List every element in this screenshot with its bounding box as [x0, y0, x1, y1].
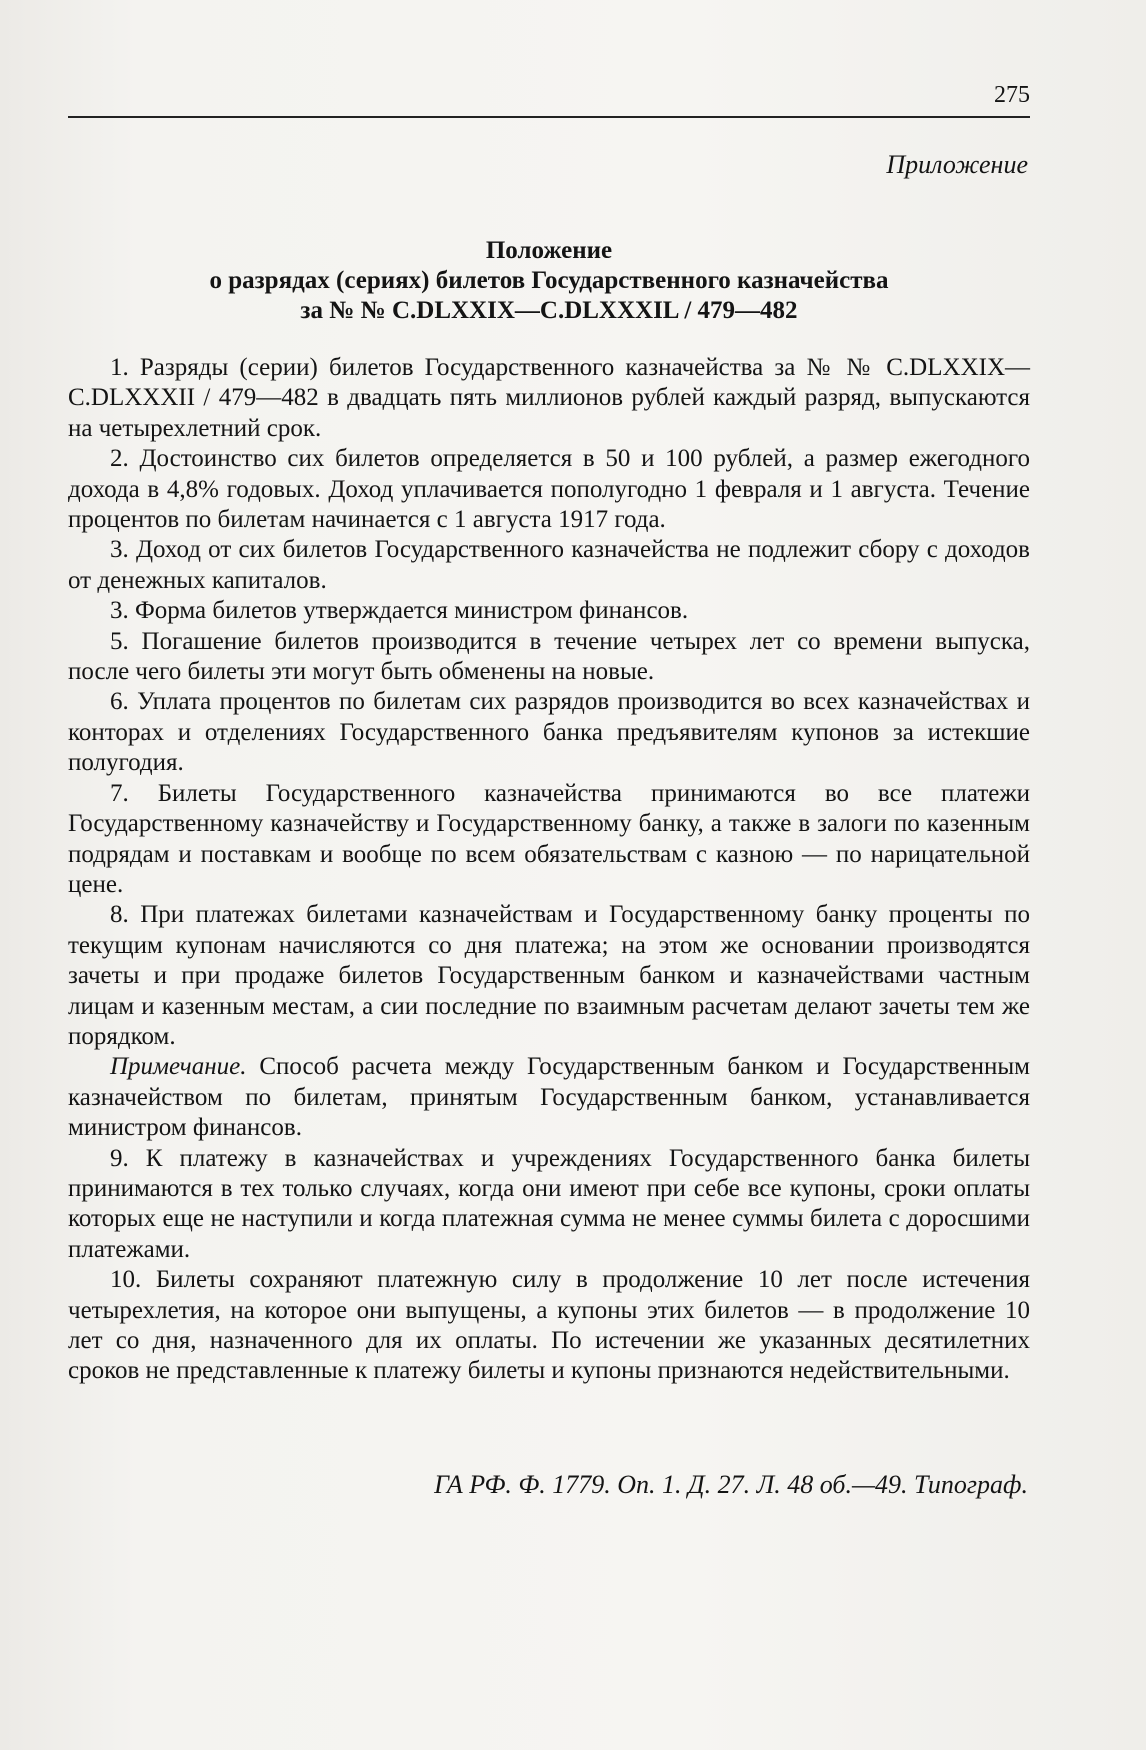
- title-line-3: за № № C.DLXXIX—C.DLXXXIL / 479—482: [300, 297, 798, 324]
- note-label: Примечание.: [110, 1053, 247, 1081]
- paragraph-6: 6. Уплата процентов по билетам сих разрядов производится во всех казначействах и конторах и отделениях Государственного банка предъявителям купонов за истекшие полугодия.: [68, 688, 1030, 777]
- header-rule: [68, 116, 1030, 118]
- document-body: [68, 353, 1030, 1387]
- paragraph-7: 7. Билеты Государственного казначейства принимаются во все платежи Государственному казначейству и Государственному банку, а также в залоги по казенным подрядам и поставкам и вообще по всем обязательствам с казною — по нарицательной цене.: [68, 779, 1030, 898]
- paragraph-2: 2. Достоинство сих билетов определяется в 50 и 100 рублей, а размер ежегодного дохода в 4,8% годовых. Доход уплачивается пополугодно 1 февраля и 1 августа. Течение процентов по билетам начинается с 1 августа 1917 года.: [68, 445, 1030, 534]
- document-title: [68, 236, 1030, 326]
- paragraph-5: 5. Погашение билетов производится в течение четырех лет со времени выпуска, после чего билеты эти могут быть обменены на новые.: [68, 627, 1030, 686]
- paragraph-3: 3. Доход от сих билетов Государственного казначейства не подлежит сбору с доходов от денежных капиталов.: [68, 536, 1030, 594]
- paragraph-1: 1. Разряды (серии) билетов Государственного казначейства за № № C.DLXXIX—C.DLXXXII / 479—482 в двадцать пять миллионов рублей каждый разряд, выпускаются на четырехлетний срок.: [68, 354, 1030, 442]
- page-number: 275: [994, 82, 1030, 108]
- paragraph-9: 9. К платежу в казначействах и учреждениях Государственного банка билеты принимаются в тех только случаях, когда они имеют при себе все купоны, сроки оплаты которых еще не наступили и когда платежная сумма не менее суммы билета с доросшими платежами.: [68, 1144, 1030, 1263]
- appendix-label: Приложение: [886, 150, 1028, 179]
- paragraph-8: 8. При платежах билетами казначействам и Государственному банку проценты по текущим купонам начисляются со дня платежа; на этом же основании производятся зачеты и при продаже билетов Государственным банком и казначействами частным лицам и казенным местам, а сии последние по взаимным расчетам делают зачеты тем же порядком.: [68, 901, 1030, 1050]
- archival-source: ГА РФ. Ф. 1779. Оп. 1. Д. 27. Л. 48 об.—49. Типограф.: [434, 1470, 1028, 1499]
- note-paragraph: [68, 1052, 1030, 1143]
- paragraph-4: 3. Форма билетов утверждается министром финансов.: [110, 597, 689, 625]
- title-line-2: о разрядах (сериях) билетов Государственного казначейства: [209, 267, 889, 294]
- paragraph-10: 10. Билеты сохраняют платежную силу в продолжение 10 лет после истечения четырехлетия, на которое они выпущены, а купоны этих билетов — в продолжение 10 лет со дня, назначенного для их оплаты. По истечении же указанных десятилетних сроков не представленные к платежу билеты и купоны признаются недействительными.: [68, 1266, 1030, 1385]
- note-text: Способ расчета между Государственным банком и Государственным казначейством по билетам, принятым Государственным банком, устанавливается министром финансов.: [68, 1053, 1030, 1142]
- title-line-1: Положение: [485, 237, 613, 264]
